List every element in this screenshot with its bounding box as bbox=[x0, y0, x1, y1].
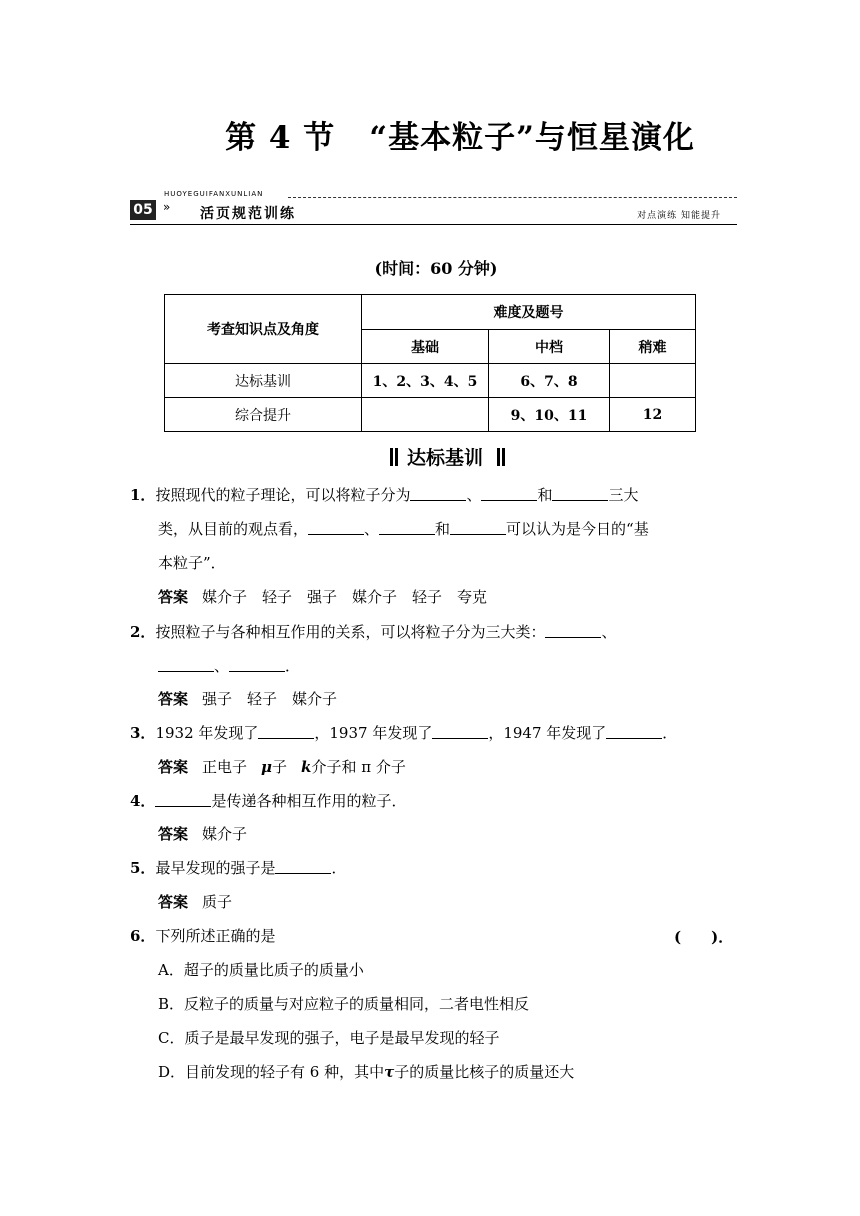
table-header-difficulty: 难度及题号 bbox=[362, 295, 696, 330]
question-4 bbox=[130, 791, 406, 811]
answer-label: 答案 bbox=[158, 825, 189, 843]
question-1 bbox=[130, 485, 639, 505]
question-number: 5． bbox=[130, 859, 156, 877]
question-text: ，1937 年发现了 bbox=[314, 724, 433, 742]
answer-text: 介子和 π 介子 bbox=[311, 758, 406, 776]
question-number: 1． bbox=[130, 486, 156, 504]
table-cell-basic bbox=[362, 398, 489, 432]
banner-subtitle: 对点演练 知能提升 bbox=[637, 211, 721, 221]
answer-blank bbox=[410, 486, 466, 501]
answer-blank bbox=[258, 724, 314, 739]
option-a: A．超子的质量比质子的质量小 bbox=[158, 961, 364, 979]
tau-symbol: τ bbox=[384, 1063, 395, 1081]
section-heading bbox=[0, 443, 860, 470]
section-topic: “基本粒子”与恒星演化 bbox=[369, 120, 695, 156]
banner-dashed-line bbox=[288, 197, 737, 198]
section-bar-right bbox=[497, 448, 500, 466]
answer-2 bbox=[158, 689, 337, 709]
answer-blank bbox=[606, 724, 662, 739]
answer-text: 媒介子 轻子 强子 媒介子 轻子 夸克 bbox=[202, 588, 488, 606]
answer-blank bbox=[552, 486, 608, 501]
question-2-line-2 bbox=[158, 656, 300, 676]
table-level-basic: 基础 bbox=[362, 330, 489, 364]
answer-blank bbox=[432, 724, 488, 739]
answer-1 bbox=[158, 587, 487, 607]
banner-label: 活页规范训练 bbox=[200, 206, 296, 222]
question-number: 2． bbox=[130, 623, 156, 641]
table-row bbox=[165, 364, 696, 398]
question-text: 可以认为是今日的“基 bbox=[506, 520, 649, 538]
question-1-line-3: 本粒子”． bbox=[158, 554, 226, 572]
section-title: 达标基训 bbox=[406, 447, 483, 469]
table-row-name: 综合提升 bbox=[165, 398, 362, 432]
k-symbol: k bbox=[301, 758, 312, 776]
mu-symbol: μ bbox=[261, 758, 273, 776]
answer-blank bbox=[229, 657, 285, 672]
answer-blank bbox=[155, 792, 211, 807]
option-text: D．目前发现的轻子有 6 种，其中 bbox=[158, 1063, 385, 1081]
answer-blank bbox=[545, 623, 601, 638]
question-text: 类，从目前的观点看， bbox=[158, 520, 309, 538]
question-2 bbox=[130, 622, 616, 642]
banner-rule bbox=[130, 224, 737, 225]
table-cell-medium: 6、7、8 bbox=[489, 364, 610, 398]
question-3 bbox=[130, 723, 677, 743]
exercise-banner bbox=[130, 190, 737, 230]
question-number: 6． bbox=[130, 927, 156, 945]
question-text: 最早发现的强子是 bbox=[155, 859, 276, 877]
answer-text: 子 bbox=[272, 758, 288, 776]
answer-4 bbox=[158, 824, 247, 844]
question-number: 4． bbox=[130, 792, 156, 810]
question-number: 3． bbox=[130, 724, 156, 742]
answer-text: 强子 轻子 媒介子 bbox=[202, 690, 338, 708]
question-text: 1932 年发现了 bbox=[155, 724, 259, 742]
answer-blank bbox=[379, 520, 435, 535]
question-5 bbox=[130, 858, 346, 878]
table-cell-hard bbox=[610, 364, 696, 398]
question-6 bbox=[130, 926, 275, 946]
knowledge-table bbox=[164, 294, 696, 432]
page-title bbox=[0, 112, 860, 157]
question-text: 、 bbox=[364, 520, 380, 538]
table-row bbox=[165, 398, 696, 432]
answer-label: 答案 bbox=[158, 690, 189, 708]
question-text: 、 bbox=[601, 623, 617, 641]
question-1-line-2 bbox=[158, 519, 649, 539]
answer-text: 媒介子 bbox=[202, 825, 248, 843]
table-level-hard: 稍难 bbox=[610, 330, 696, 364]
banner-number: 05 bbox=[130, 200, 156, 220]
answer-blank bbox=[481, 486, 537, 501]
question-text: 按照现代的粒子理论，可以将粒子分为 bbox=[155, 486, 411, 504]
question-text: 下列所述正确的是 bbox=[155, 927, 276, 945]
question-text: ． bbox=[331, 859, 347, 877]
table-cell-hard: 12 bbox=[610, 398, 696, 432]
option-c: C．质子是最早发现的强子，电子是最早发现的轻子 bbox=[158, 1029, 500, 1047]
option-text: 子的质量比核子的质量还大 bbox=[394, 1063, 575, 1081]
question-text: ． bbox=[285, 657, 301, 675]
answer-label: 答案 bbox=[158, 893, 189, 911]
question-text: 和 bbox=[537, 486, 553, 504]
chevron-icon: » bbox=[163, 200, 171, 214]
answer-blank bbox=[275, 859, 331, 874]
question-text: 是传递各种相互作用的粒子． bbox=[211, 792, 407, 810]
answer-text: 质子 bbox=[202, 893, 233, 911]
section-number: 第 4 节 bbox=[225, 120, 336, 156]
table-cell-basic: 1、2、3、4、5 bbox=[362, 364, 489, 398]
question-text: 、 bbox=[466, 486, 482, 504]
question-text: 、 bbox=[214, 657, 230, 675]
answer-label: 答案 bbox=[158, 588, 189, 606]
answer-blank bbox=[450, 520, 506, 535]
section-bar-left bbox=[390, 448, 393, 466]
answer-paren: ( )． bbox=[674, 928, 734, 946]
time-note: (时间：60 分钟) bbox=[374, 259, 498, 278]
question-text: ． bbox=[662, 724, 678, 742]
option-d bbox=[158, 1062, 574, 1082]
table-row-name: 达标基训 bbox=[165, 364, 362, 398]
answer-blank bbox=[158, 657, 214, 672]
answer-label: 答案 bbox=[158, 758, 189, 776]
question-text: 三大 bbox=[608, 486, 639, 504]
answer-3 bbox=[158, 757, 406, 777]
answer-5 bbox=[158, 892, 232, 912]
question-text: 和 bbox=[435, 520, 451, 538]
table-header-topic: 考查知识点及角度 bbox=[165, 295, 362, 364]
answer-blank bbox=[308, 520, 364, 535]
answer-text: 正电子 bbox=[202, 758, 248, 776]
table-level-medium: 中档 bbox=[489, 330, 610, 364]
question-text: 按照粒子与各种相互作用的关系，可以将粒子分为三大类： bbox=[155, 623, 546, 641]
table-cell-medium: 9、10、11 bbox=[489, 398, 610, 432]
banner-pinyin: HUOYEGUIFANXUNLIAN bbox=[164, 190, 264, 198]
option-b: B．反粒子的质量与对应粒子的质量相同，二者电性相反 bbox=[158, 995, 530, 1013]
question-text: ，1947 年发现了 bbox=[488, 724, 607, 742]
